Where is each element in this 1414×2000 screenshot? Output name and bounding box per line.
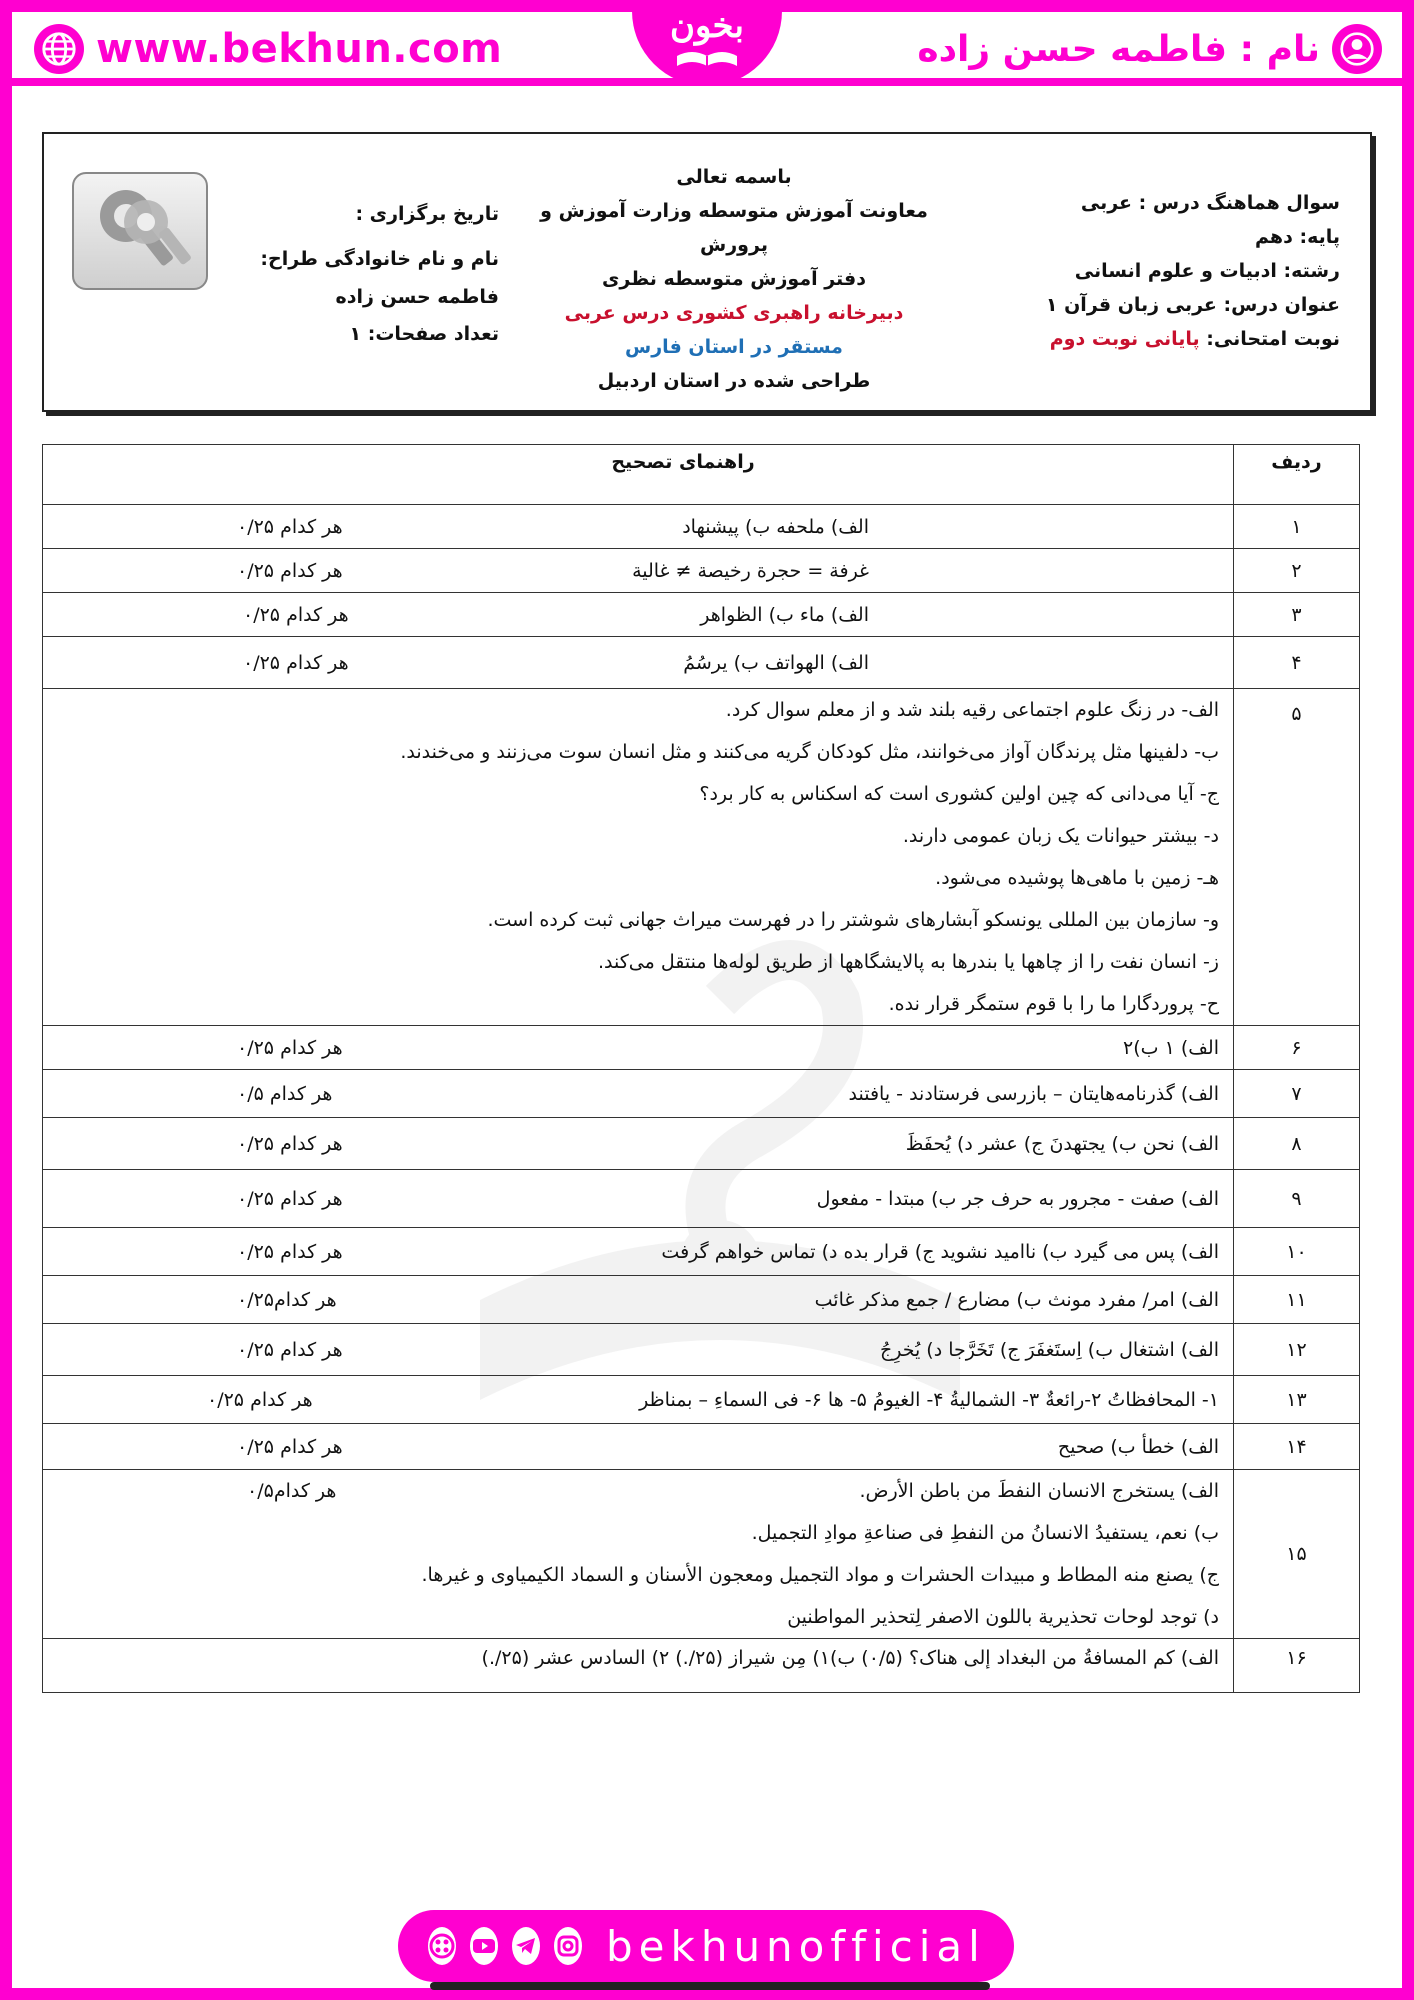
score-text: هر کدام۰/۵ xyxy=(247,1480,337,1502)
subject-line: عنوان درس: عربی زبان قرآن ۱ xyxy=(1045,294,1340,316)
row-content xyxy=(43,637,1234,689)
answer-text: الف) پس می گیرد ب) ناامید نشوید ج) قرار بده د) تماس خواهم گرفت xyxy=(661,1240,1219,1263)
row-number: ۵ xyxy=(1234,689,1360,1026)
answer-line: ج- آیا می‌دانی که چین اولین کشوری است که اسکناس به کار برد؟ xyxy=(699,783,1219,805)
row-content xyxy=(43,549,1234,593)
exam-date-label: تاریخ برگزاری : xyxy=(355,203,499,225)
row-content xyxy=(43,1228,1234,1276)
answer-line: الف) یستخرج الانسان النفطَ من باطن الأرض. xyxy=(859,1480,1219,1502)
table-row xyxy=(43,1070,1360,1118)
table-row xyxy=(43,1276,1360,1324)
answer-line: هـ- زمین با ماهی‌ها پوشیده می‌شود. xyxy=(935,867,1219,889)
row-content xyxy=(43,1118,1234,1170)
row-number: ۱۳ xyxy=(1234,1376,1360,1424)
table-row xyxy=(43,1170,1360,1228)
user-icon xyxy=(1332,24,1382,74)
score-text: هر کدام ۰/۲۵ xyxy=(237,1187,343,1210)
row-content xyxy=(43,1639,1234,1693)
key-icon xyxy=(74,174,206,288)
table-row xyxy=(43,593,1360,637)
answer-line: د- بیشتر حیوانات یک زبان عمومی دارند. xyxy=(902,825,1219,847)
answer-text: الف) کم المسافةُ من البغداد إلی هناک؟ (۰/۵) ب)۱) مِن شیراز (۲۵/.) ۲) السادس عشر (۲۵/.) xyxy=(481,1647,1219,1669)
row-number: ۱ xyxy=(1234,505,1360,549)
designer-label: نام و نام خانوادگی طراح: xyxy=(260,248,499,270)
row-content xyxy=(43,1070,1234,1118)
exam-turn-value: پایانی نوبت دوم xyxy=(1049,328,1200,350)
col-row-header: ردیف xyxy=(1234,445,1360,505)
answer-text: الف) الهواتف ب) یرسُمُ xyxy=(683,651,869,674)
answer-line: ح- پروردگارا ما را با قوم ستمگر قرار نده. xyxy=(888,993,1219,1015)
answer-text: الف) گذرنامه‌هایتان – بازرسی فرستادند - یافتند xyxy=(848,1082,1219,1105)
score-text: هر کدام ۰/۲۵ xyxy=(243,651,349,674)
secretariat-line: دبیرخانه راهبری کشوری درس عربی xyxy=(564,302,904,324)
table-row xyxy=(43,689,1360,1026)
row-content xyxy=(43,1376,1234,1424)
row-number: ۸ xyxy=(1234,1118,1360,1170)
answer-line: د) توجد لوحات تحذیریة باللون الاصفر لِتحذیر المواطنین xyxy=(787,1606,1219,1628)
answer-text: الف) ملحفه ب) پیشنهاد xyxy=(682,515,869,538)
row-number: ۳ xyxy=(1234,593,1360,637)
answer-text: الف) ماء ب) الظواهر xyxy=(700,603,869,626)
table-row xyxy=(43,549,1360,593)
basmala: باسمه تعالی xyxy=(676,166,792,188)
globe-icon xyxy=(34,24,84,74)
score-text: هر کدام ۰/۲۵ xyxy=(237,1338,343,1361)
row-number: ۱۱ xyxy=(1234,1276,1360,1324)
answer-key-table xyxy=(42,444,1360,1693)
answer-text: الف) ۱ ب)۲ xyxy=(1123,1036,1219,1059)
exam-turn-line xyxy=(1046,322,1340,356)
social-bar xyxy=(398,1910,1014,1982)
row-content xyxy=(43,1324,1234,1376)
designed-in-line: طراحی شده در استان اردبیل xyxy=(597,370,871,392)
row-number: ۱۰ xyxy=(1234,1228,1360,1276)
row-number: ۱۲ xyxy=(1234,1324,1360,1376)
row-number: ۶ xyxy=(1234,1026,1360,1070)
table-row xyxy=(43,1324,1360,1376)
aparat-icon[interactable] xyxy=(428,1927,456,1965)
student-name-area xyxy=(917,24,1382,74)
table-row xyxy=(43,1424,1360,1470)
score-text: هر کدام ۰/۵ xyxy=(237,1082,333,1105)
row-content xyxy=(43,593,1234,637)
table-row xyxy=(43,1639,1360,1693)
score-text: هر کدام ۰/۲۵ xyxy=(243,603,349,626)
row-number: ۴ xyxy=(1234,637,1360,689)
website-url: www.bekhun.com xyxy=(96,26,503,72)
answer-text: الف) صفت - مجرور به حرف جر ب) مبتدا - مفعول xyxy=(816,1187,1219,1210)
grade-line: پایه: دهم xyxy=(1255,226,1340,248)
row-number: ۱۶ xyxy=(1234,1639,1360,1693)
header-left xyxy=(229,192,499,357)
row-content xyxy=(43,1026,1234,1070)
table-row xyxy=(43,637,1360,689)
page-count: تعداد صفحات: ۱ xyxy=(349,323,499,345)
student-name: نام : فاطمه حسن زاده xyxy=(917,28,1320,70)
score-text: هر کدام ۰/۲۵ xyxy=(237,515,343,538)
footer-shadow xyxy=(430,1982,990,1990)
score-text: هر کدام ۰/۲۵ xyxy=(237,1036,343,1059)
score-text: هر کدام۰/۲۵ xyxy=(237,1288,337,1311)
table-header-row xyxy=(43,445,1360,505)
col-guide-header: راهنمای تصحیح xyxy=(43,445,1234,505)
designer-name: فاطمه حسن زاده xyxy=(335,286,499,308)
field-line: رشته: ادبیات و علوم انسانی xyxy=(1074,260,1340,282)
answer-text: الف) اشتغال ب) اِستَغفَرَ ج) تَخَرَّجا د) یُخرِجُ xyxy=(879,1338,1219,1361)
province-line: مستقر در استان فارس xyxy=(625,336,843,358)
answer-line: ب) نعم، یستفیدُ الانسانُ من النفطِ فی صناعةِ موادِ التجمیل. xyxy=(751,1522,1219,1544)
score-text: هر کدام ۰/۲۵ xyxy=(237,1132,343,1155)
answer-text: ۱- المحافظاتُ ۲-رائعةٌ ۳- الشمالیةُ ۴- الغیومُ ۵- ها ۶- فی السماءِ – بمناظر xyxy=(639,1388,1219,1411)
logo-text: بخون xyxy=(670,6,744,46)
table-row xyxy=(43,1228,1360,1276)
row-content xyxy=(43,689,1234,1026)
answer-text: غرفة = حجرة رخیصة ≠ غالیة xyxy=(632,559,869,582)
score-text: هر کدام ۰/۲۵ xyxy=(237,1240,343,1263)
answer-text: الف) امر/ مفرد مونث ب) مضارع / جمع مذکر غائب xyxy=(814,1288,1219,1311)
header-center xyxy=(524,160,944,398)
keys-image xyxy=(72,172,208,290)
answer-line: و- سازمان بین المللی یونسکو آبشارهای شوشتر را در فهرست میراث جهانی ثبت کرده است. xyxy=(487,909,1219,931)
exam-header xyxy=(42,132,1372,412)
row-number: ۱۵ xyxy=(1234,1470,1360,1639)
score-text: هر کدام ۰/۲۵ xyxy=(237,559,343,582)
answer-line: الف- در زنگ علوم اجتماعی رقیه بلند شد و از معلم سوال کرد. xyxy=(725,699,1219,721)
row-content xyxy=(43,1470,1234,1639)
exam-turn-label: نوبت امتحانی: xyxy=(1206,328,1340,350)
instagram-icon[interactable] xyxy=(554,1927,582,1965)
table-row xyxy=(43,1376,1360,1424)
table-row xyxy=(43,505,1360,549)
row-number: ۷ xyxy=(1234,1070,1360,1118)
row-content xyxy=(43,1424,1234,1470)
answer-line: ب- دلفینها مثل پرندگان آواز می‌خوانند، مثل کودکان گریه می‌کنند و مثل انسان سوت می‌زنند و می‌خندند. xyxy=(400,741,1219,763)
youtube-icon[interactable] xyxy=(470,1927,498,1965)
answer-line: ج) یصنع منه المطاط و مبیدات الحشرات و مواد التجمیل ومعجون الأسنان و السماد الکیمیاوی و غیرها. xyxy=(421,1564,1219,1586)
answer-text: الف) خطأ ب) صحیح xyxy=(1057,1435,1219,1458)
row-number: ۱۴ xyxy=(1234,1424,1360,1470)
row-number: ۲ xyxy=(1234,549,1360,593)
score-text: هر کدام ۰/۲۵ xyxy=(207,1388,313,1411)
answer-line: ز- انسان نفت را از چاهها یا بندرها به پالایشگاهها از طریق لوله‌ها منتقل می‌کند. xyxy=(598,951,1219,973)
table-row xyxy=(43,1470,1360,1639)
table-row xyxy=(43,1026,1360,1070)
course-line: سوال هماهنگ درس : عربی xyxy=(1080,192,1340,214)
score-text: هر کدام ۰/۲۵ xyxy=(237,1435,343,1458)
table-row xyxy=(43,1118,1360,1170)
office-line: دفتر آموزش متوسطه نظری xyxy=(602,268,866,290)
telegram-icon[interactable] xyxy=(512,1927,540,1965)
answer-text: الف) نحن ب) یجتهدنَ ج) عشر د) یُحفَظَ xyxy=(905,1132,1219,1155)
social-handle: bekhunofficial xyxy=(606,1921,986,1971)
row-content xyxy=(43,1170,1234,1228)
website-link[interactable] xyxy=(34,24,502,74)
row-content xyxy=(43,1276,1234,1324)
row-content xyxy=(43,505,1234,549)
ministry-line: معاونت آموزش متوسطه وزارت آموزش و پرورش xyxy=(540,200,928,256)
exam-info xyxy=(1046,186,1340,356)
row-number: ۹ xyxy=(1234,1170,1360,1228)
